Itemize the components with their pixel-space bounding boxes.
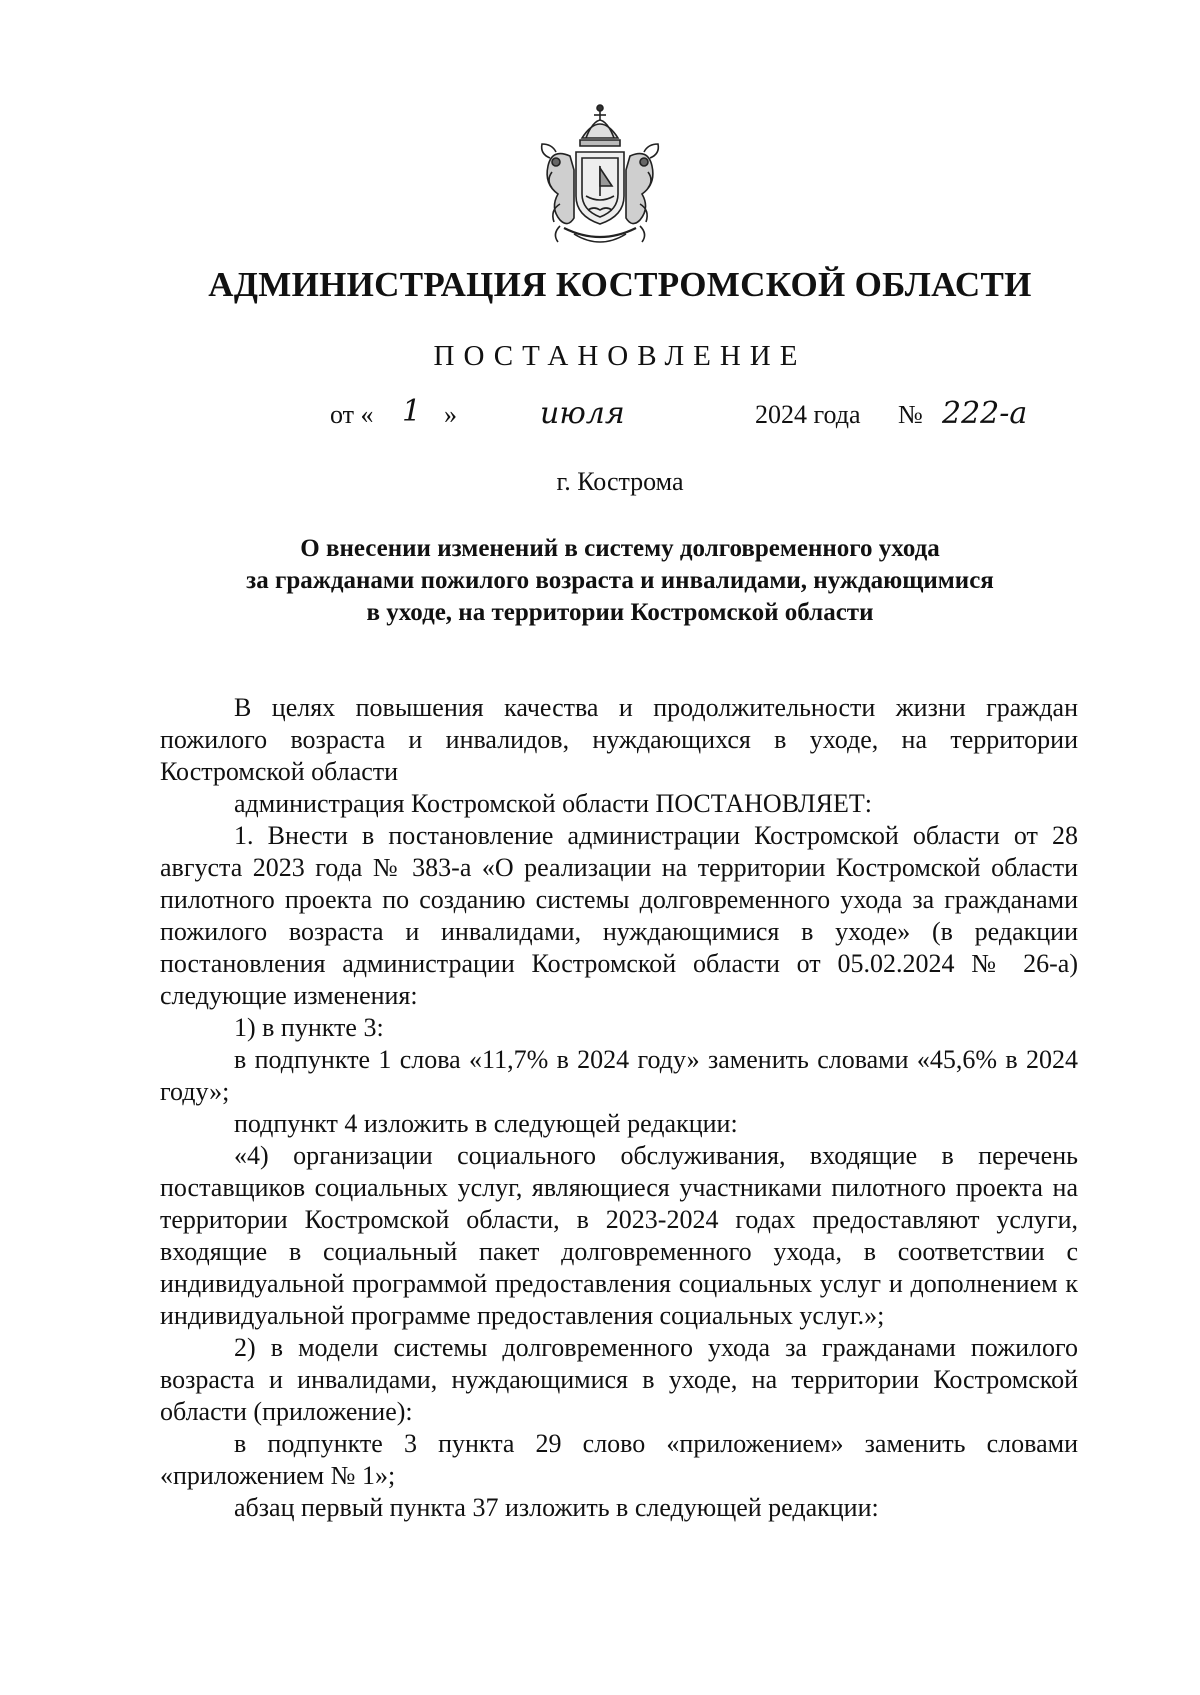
subject-line: О внесении изменений в систему долговременного ухода — [300, 535, 940, 562]
date-prefix: от « — [330, 400, 374, 429]
document-number: 222-а — [942, 396, 1028, 431]
subject-line: в уходе, на территории Костромской области — [366, 599, 874, 626]
date-month: июля — [540, 396, 625, 431]
date-suffix: » — [444, 400, 457, 429]
paragraph: в подпункте 1 слова «11,7% в 2024 году» заменить словами «45,6% в 2024 году»; — [160, 1045, 1078, 1106]
paragraph: «4) организации социального обслуживания, входящие в перечень поставщиков социальных услуг, являющиеся участниками пилотного проекта на территории Костромской области, в 2023-2024 годах предоставляют услуги, входящие в социальный пакет долговременного ухода, в соответствии с индивидуальной программой предоставления социальных услуг и дополнением к индивидуальной программе предоставления социальных услуг.»; — [160, 1141, 1078, 1330]
paragraph: абзац первый пункта 37 изложить в следующей редакции: — [234, 1493, 879, 1522]
coat-of-arms-emblem — [530, 100, 670, 252]
paragraph: администрация Костромской области ПОСТАНОВЛЯЕТ: — [234, 789, 873, 818]
paragraph: в подпункте 3 пункта 29 слово «приложением» заменить словами «приложением № 1»; — [160, 1429, 1078, 1490]
organization-title: АДМИНИСТРАЦИЯ КОСТРОМСКОЙ ОБЛАСТИ — [208, 265, 1032, 304]
paragraph: 1. Внести в постановление администрации Костромской области от 28 августа 2023 года № 383-а «О реализации на территории Костромской области пилотного проекта по созданию системы долговременного ухода за гражданами пожилого возраста и инвалидами, нуждающимися в уходе» (в редакции постановления администрации Костромской области от 05.02.2024 № 26-а) следующие изменения: — [160, 821, 1078, 1010]
document-subject — [160, 533, 1080, 629]
paragraph: 1) в пункте 3: — [234, 1013, 384, 1042]
document-type: ПОСТАНОВЛЕНИЕ — [433, 340, 807, 372]
date-year: 2024 года — [755, 400, 861, 429]
paragraph: подпункт 4 изложить в следующей редакции: — [234, 1109, 738, 1138]
city: г. Кострома — [556, 467, 684, 496]
subject-line: за гражданами пожилого возраста и инвалидами, нуждающимися — [246, 567, 994, 594]
paragraph: В целях повышения качества и продолжительности жизни граждан пожилого возраста и инвалидов, нуждающихся в уходе, на территории Костромской области — [160, 693, 1078, 786]
document-body — [160, 692, 1078, 1524]
paragraph: 2) в модели системы долговременного ухода за гражданами пожилого возраста и инвалидами, нуждающимися в уходе, на территории Костромской области (приложение): — [160, 1333, 1078, 1426]
number-sign: № — [898, 400, 923, 429]
date-day: 1 — [402, 394, 422, 429]
